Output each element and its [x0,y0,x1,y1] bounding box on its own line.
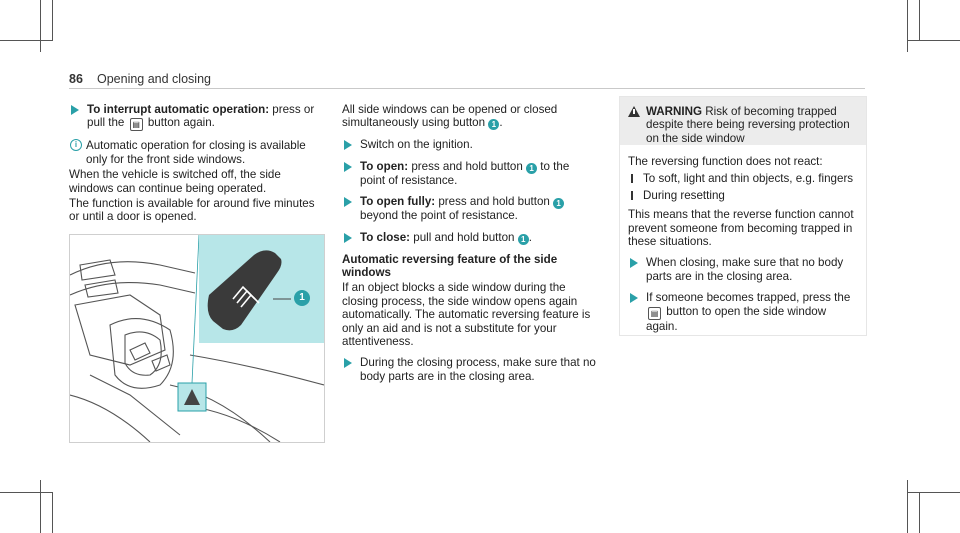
step-text: Switch on the ignition. [360,138,473,152]
crop-mark [52,0,53,40]
header-rule [69,88,865,89]
middle-column [342,103,596,391]
warning-box [619,96,867,336]
warning-icon-mark [633,109,635,114]
paragraph: The function is available for around five minutes or until a door is opened. [69,197,315,224]
step-bold: To open fully: [360,195,436,209]
button-1-badge: 1 [488,119,499,130]
step-ignition [342,138,596,151]
crop-mark [907,40,960,41]
section-title: Opening and closing [97,72,211,86]
warning-title [646,105,860,145]
warning-step-trapped [628,291,860,333]
step-text: During the closing process, make sure that no body parts are in the closing area. [360,356,596,383]
window-button-icon: ▤ [130,118,143,131]
callout-panel [199,235,324,343]
step-bold: To open: [360,159,409,173]
warning-step-closing [628,256,860,283]
info-note [69,139,323,166]
crop-mark [0,40,53,41]
crop-mark [907,480,908,533]
step-text-tail: beyond the point of resistance. [360,209,518,223]
intro-paragraph: All side windows can be opened or closed simultaneously using button 1 . [342,103,558,130]
subheading: Automatic reversing feature of the side windows [342,252,558,280]
step-interrupt [69,103,323,131]
crop-mark [907,0,908,52]
step-text: If someone becomes trapped, press the [646,291,851,305]
console-illustration [69,234,325,443]
button-1-badge: 1 [553,198,564,209]
warning-bullet: During resetting [628,189,860,202]
note-text: Automatic operation for closing is available only for the front side windows. [86,139,306,166]
window-switch-drawing [199,235,324,343]
crop-mark [0,492,53,493]
step-open [342,160,596,187]
intro-text: All side windows can be opened or closed simultaneously using button [342,103,558,130]
crop-mark [40,0,41,52]
step-text-tail: to the point of resistance. [360,159,570,187]
crop-mark [40,480,41,533]
warning-body [628,155,860,341]
warning-title-text: Risk of becoming trapped despite there being reversing protection on the side window [646,105,850,145]
crop-mark [52,493,53,533]
step-text-tail: button to open the side window again. [646,304,827,333]
step-bold: To close: [360,230,411,244]
crop-mark [907,492,960,493]
window-button-icon: ▤ [648,307,661,320]
warning-bullet: To soft, light and thin objects, e.g. fingers [628,172,860,185]
button-1-badge: 1 [518,234,529,245]
warning-label: WARNING [646,105,703,118]
left-column [69,103,323,232]
warning-header [620,97,866,145]
step-text: When closing, make sure that no body parts are in the closing area. [646,256,844,283]
step-text: press and hold button [435,195,550,209]
paragraph: If an object blocks a side window during the closing process, the side window opens again automatically. The automatic reversing feature is only an aid and is not a substitute for your attentiveness. [342,281,591,349]
button-1-badge: 1 [526,163,537,174]
step-text: press or pull the [87,103,315,130]
warning-paragraph: This means that the reverse function cannot prevent someone from becoming trapped in these situations. [628,208,854,249]
callout-number-1: 1 [294,290,310,306]
paragraph: When the vehicle is switched off, the side windows can continue being operated. [69,168,281,195]
step-bold: To interrupt automatic operation: [87,103,270,116]
warning-intro: The reversing function does not react: [628,155,823,168]
step-text: press and hold button [408,159,523,173]
crop-mark [919,493,920,533]
crop-mark [919,0,920,40]
step-close: To close: pull and hold button 1 . [342,231,596,245]
step-open-fully [342,195,596,222]
step-text-tail: button again. [147,116,215,130]
step-text: pull and hold button [410,230,515,244]
page-number: 86 [69,72,83,86]
info-icon: i [70,139,82,151]
step-during [342,356,596,383]
